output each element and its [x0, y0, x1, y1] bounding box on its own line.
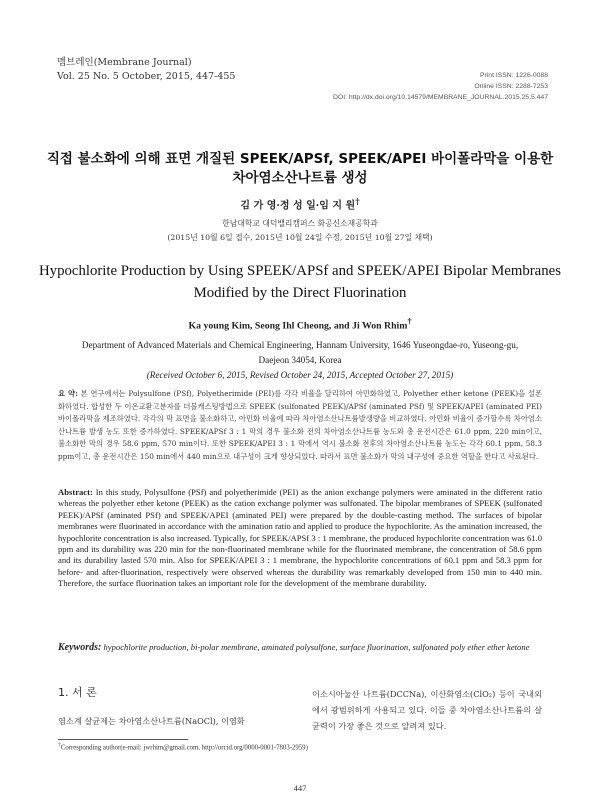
- issn-block: [333, 70, 548, 103]
- journal-header: [57, 56, 235, 84]
- korean-affiliation-block: [0, 217, 600, 245]
- english-abstract-label: Abstract:: [58, 487, 93, 497]
- korean-title-line-2: 차아염소산나트륨 생성: [232, 170, 368, 186]
- english-title-line-2: Modified by the Direct Fluorination: [193, 285, 407, 301]
- journal-name: 멤브레인(Membrane Journal): [57, 57, 192, 68]
- footnote: [58, 742, 308, 751]
- korean-author-mark: †: [355, 196, 360, 206]
- korean-title: [40, 150, 560, 188]
- english-abstract: [58, 487, 542, 590]
- section-heading: 1. 서 론: [58, 686, 97, 699]
- english-affiliation-line-1: Department of Advanced Materials and Chemical Engineering, Hannam University, 1646 Yuseongdae-ro, Yuseong-gu,: [81, 340, 519, 350]
- english-title: [30, 260, 570, 304]
- korean-affiliation: 한남대학교 대덕밸리캠퍼스 화공신소재공학과: [222, 219, 378, 228]
- korean-abstract-label: 요 약:: [58, 389, 78, 398]
- footnote-divider: [58, 739, 188, 740]
- english-abstract-text: In this study, Polysulfone (PSf) and polyetherimide (PEI) as the anion exchange polymers were aminated in the different ratio whereas the polyether ether ketone (PEEK) as the cation exchange polymer was sulfonated. The bipolar membranes of SPEEK (sulfonated PEEK)/APSf (aminated PSf) and SPEEK/APEI (aminated PEI) were prepared by the double-casting method. The surfaces of bipolar membranes were fluorinated in accordance with the amination ratio and applied to produce the hypochlorite. As the amination increased, the hypochlorite concentration is also increased. Typically, for SPEEK/APSf 3 : 1 membrane, the produced hypochlorite concentration was 61.0 ppm and its durability was 220 min for the non-fluorinated membrane while for the fluorinated membrane, the concentration of 58.6 ppm and its durability lasted 570 min. Also for SPEEK/APEI 3 : 1 membrane, the hypochlorite concentrations of 60.1 ppm and 58.3 ppm for before- and after-fluorination, respectively were observed whereas the durability was remarkably developed from 150 min to 440 min. Therefore, the surface fluorination takes an important role for the development of the membrane durability.: [58, 487, 542, 589]
- keywords-text: hypochlorite production, bi-polar membrane, aminated polysulfone, surface fluorination, sulfonated poly ether ether ketone: [103, 642, 530, 652]
- english-author-mark: †: [407, 317, 412, 326]
- doi-link[interactable]: DOI: http://dx.doi.org/10.14579/MEMBRANE_JOURNAL.2015.25.5.447: [333, 94, 548, 101]
- volume-line: Vol. 25 No. 5 October, 2015, 447-455: [57, 71, 236, 82]
- english-title-line-1: Hypochlorite Production by Using SPEEK/APSf and SPEEK/APEI Bipolar Membranes: [39, 263, 561, 279]
- korean-dates: (2015년 10월 6일 접수, 2015년 10월 24일 수정, 2015년 10월 27일 채택): [167, 233, 433, 242]
- keywords-label: Keywords:: [58, 642, 102, 653]
- english-authors: [0, 317, 600, 331]
- footnote-text: Corresponding author(e-mail: jwrhim@gmail.com, http://orcid.org/0000-0001-7803-2959): [60, 744, 308, 752]
- english-affiliation-block: [40, 338, 560, 383]
- english-dates: (Received October 6, 2015, Revised October 24, 2015, Accepted October 27, 2015): [146, 370, 454, 380]
- footnote-mark: †: [58, 742, 61, 748]
- keywords: [58, 642, 542, 654]
- english-affiliation-line-2: Daejeon 34054, Korea: [258, 355, 342, 365]
- english-author-names: Ka young Kim, Seong Ihl Cheong, and Ji Won Rhim: [188, 320, 408, 332]
- korean-abstract-text: 본 연구에서는 Polysulfone (PSf), Polyetherimide (PEI)를 각각 비율을 달리하여 아민화하였고, Polyether ether ketone (PEEK)을 설폰화하였다. 합성한 두 이온교환고분자를 더블캐스팅방법으로 SPEEK (sulfonated PEEK)/APSf (aminated PSf) 및 SPEEK/APEI (aminated PEI) 바이폴라막을 제조하였다. 각각의 막 표면을 불소화하고, 아민화 비율에 따라 차아염소산나트륨발생량을 비교하였다. 아민화 비율이 증가할수록 차아염소산나트륨 발생 농도 또한 증가하였다. SPEEK/APSf 3 : 1 막의 경우 불소화 전의 차아염소산나트륨 농도와 총 운전시간은 61.0 ppm, 220 min이고, 불소화한 막의 경우 58.6 ppm, 570 min이다. 또한 SPEEK/APEI 3 : 1 막에서 역시 불소화 전후의 차아염소산나트륨 농도는 각각 60.1 ppm, 58.3 ppm이고, 총 운전시간은 150 min에서 440 min으로 내구성이 크게 향상되었다. 따라서 표면 불소화가 막의 내구성에 중요한 역할을 한다고 사료된다.: [58, 389, 543, 461]
- korean-title-line-1: 직접 불소화에 의해 표면 개질된 SPEEK/APSf, SPEEK/APEI 바이폴라막을 이용한: [46, 151, 554, 167]
- korean-abstract: [58, 388, 542, 464]
- online-issn: Online ISSN: 2288-7253: [474, 83, 548, 90]
- body-left-column: 염소계 살균제는 차아염소산나트륨(NaOCl), 이염화: [58, 716, 245, 726]
- korean-authors: [0, 196, 600, 211]
- print-issn: Print ISSN: 1226-0088: [479, 72, 548, 79]
- korean-author-names: 김 가 영·정 성 일·임 지 원: [240, 200, 356, 212]
- page-number: 447: [293, 783, 307, 793]
- body-right-column: 이소시아눌산 나트륨(DCCNa), 이산화염소(ClO₂) 등이 국내외에서 광범위하게 사용되고 있다. 이들 중 차아염소산나트륨의 살균력이 가장 좋은 것으로 알려져 있다.: [312, 689, 542, 731]
